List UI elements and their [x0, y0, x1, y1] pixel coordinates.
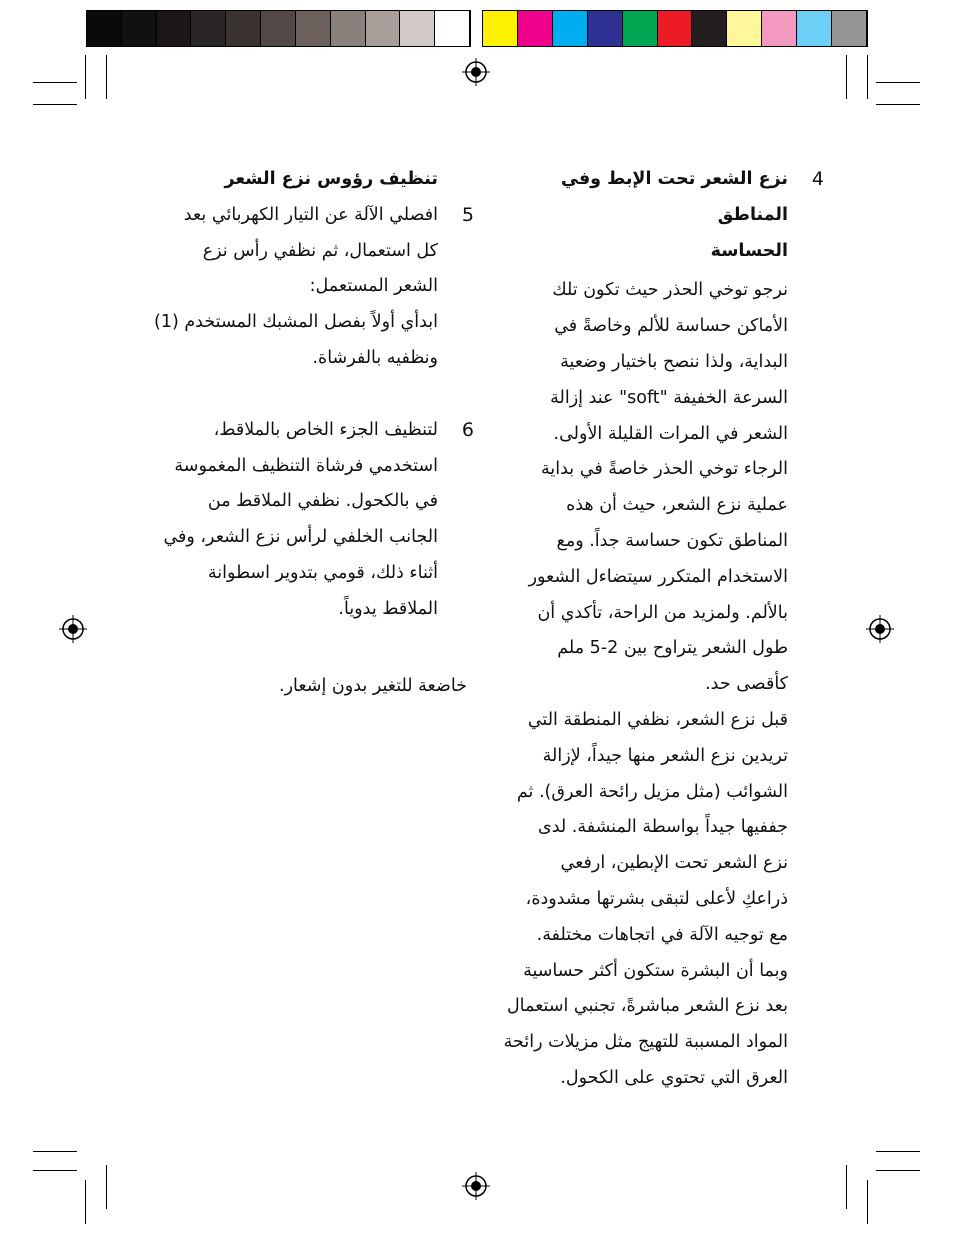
color-swatch — [435, 11, 470, 46]
list-item-6 — [138, 413, 474, 628]
registration-mark-icon — [462, 58, 490, 86]
crop-mark — [106, 1165, 107, 1209]
text-line: بعد نزع الشعر مباشرةً، تجنبي استعمال — [506, 996, 788, 1017]
crop-mark — [33, 1151, 77, 1152]
text-line: الشوائب (مثل مزيل رائحة العرق). ثم — [516, 781, 788, 802]
crop-mark — [867, 1180, 868, 1224]
crop-mark — [867, 55, 868, 99]
text-line: ذراعكِ لأعلى لتبقى بشرتها مشدودة، — [525, 888, 788, 909]
section-heading: نزع الشعر تحت الإبط وفي المناطق — [560, 169, 788, 225]
text-line: السرعة الخفيفة "soft" عند إزالة — [550, 387, 788, 408]
text-line: تريدين نزع الشعر منها جيداً، لإزالة — [542, 745, 788, 766]
crop-mark — [33, 82, 77, 83]
left-column — [138, 162, 474, 628]
crop-mark — [85, 1180, 86, 1224]
registration-mark-icon — [866, 615, 894, 643]
color-swatch — [623, 11, 658, 46]
footer-note: خاضعة للتغير بدون إشعار. — [279, 676, 467, 696]
crop-mark — [846, 1165, 847, 1209]
text-line: الملاقط يدوياً. — [338, 598, 438, 619]
right-column — [488, 162, 824, 1097]
color-swatch — [122, 11, 157, 46]
color-swatch — [87, 11, 122, 46]
crop-mark — [876, 1151, 920, 1152]
crop-mark — [876, 82, 920, 83]
text-line: ونظفيه بالفرشاة. — [312, 347, 438, 368]
text-line: العرق التي تحتوي على الكحول. — [560, 1067, 788, 1088]
text-line: في بالكحول. نظفي الملاقط من — [207, 491, 438, 512]
color-swatch — [157, 11, 192, 46]
section-heading: تنظيف رؤوس نزع الشعر — [224, 169, 438, 189]
color-swatch — [727, 11, 762, 46]
text-line: كل استعمال، ثم نظفي رأس نزع — [202, 240, 438, 261]
text-line: بالألم. ولمزيد من الراحة، تأكدي أن — [537, 602, 788, 623]
text-line: وبما أن البشرة ستكون أكثر حساسية — [523, 960, 788, 981]
crop-mark — [846, 55, 847, 99]
color-swatch — [692, 11, 727, 46]
text-line: المواد المسببة للتهيج مثل مزيلات رائحة — [503, 1032, 788, 1053]
text-line: افصلي الآلة عن التيار الكهربائي بعد — [183, 204, 438, 225]
text-line: كأقصى حد. — [705, 674, 788, 695]
registration-mark-icon — [59, 615, 87, 643]
color-swatch — [400, 11, 435, 46]
registration-mark-icon — [462, 1172, 490, 1200]
text-line: قبل نزع الشعر، نظفي المنطقة التي — [527, 709, 788, 730]
text-line: استخدمي فرشاة التنظيف المغموسة — [174, 455, 438, 476]
text-line: لتنظيف الجزء الخاص بالملاقط، — [213, 419, 438, 440]
section-heading: الحساسة — [710, 240, 788, 261]
text-line: المناطق تكون حساسة جداً. ومع — [556, 530, 788, 551]
color-swatch — [588, 11, 623, 46]
color-swatch — [296, 11, 331, 46]
color-swatch — [331, 11, 366, 46]
color-swatch — [797, 11, 832, 46]
color-swatch — [658, 11, 693, 46]
color-swatch — [366, 11, 401, 46]
list-item-5 — [138, 198, 474, 377]
crop-mark — [876, 104, 920, 105]
text-line: الشعر في المرات القليلة الأولى. — [553, 423, 788, 444]
color-swatch — [553, 11, 588, 46]
crop-mark — [85, 55, 86, 99]
color-swatch — [518, 11, 553, 46]
text-line: جففيها جيداً بواسطة المنشفة. لدى — [538, 817, 788, 838]
item-number: 6 — [461, 418, 474, 441]
color-swatch — [226, 11, 261, 46]
item-number: 5 — [461, 203, 474, 226]
crop-mark — [33, 1170, 77, 1171]
text-line: ابدأي أولاً بفصل المشبك المستخدم (1) — [153, 312, 438, 333]
text-line: نرجو توخي الحذر حيث تكون تلك — [552, 280, 788, 301]
color-swatch — [261, 11, 296, 46]
color-swatch — [762, 11, 797, 46]
text-line: الأماكن حساسة للألم وخاصةً في — [554, 316, 788, 337]
text-line: البداية، ولذا ننصح باختيار وضعية — [560, 351, 788, 372]
text-line: مع توجيه الآلة في اتجاهات مختلفة. — [536, 924, 788, 945]
text-line: عملية نزع الشعر، حيث أن هذه — [566, 495, 788, 516]
text-line: الجانب الخلفي لرأس نزع الشعر، وفي — [163, 527, 438, 548]
crop-mark — [106, 55, 107, 99]
section-4-body — [488, 273, 788, 1096]
item-number: 4 — [811, 168, 824, 190]
cmyk-color-bar — [482, 10, 868, 47]
section-4 — [488, 162, 824, 269]
crop-mark — [33, 104, 77, 105]
text-line: الرجاء توخي الحذر خاصةً في بداية — [541, 459, 788, 480]
text-line: طول الشعر يتراوح بين 2-5 ملم — [557, 638, 788, 659]
color-swatch — [191, 11, 226, 46]
text-line: الشعر المستعمل: — [309, 276, 438, 297]
text-line: الاستخدام المتكرر سيتضاءل الشعور — [528, 566, 788, 587]
crop-mark — [876, 1170, 920, 1171]
gray-color-bar — [86, 10, 471, 47]
text-line: نزع الشعر تحت الإبطين، ارفعي — [560, 853, 788, 874]
color-swatch — [483, 11, 518, 46]
color-swatch — [832, 11, 867, 46]
text-line: أثناء ذلك، قومي بتدوير اسطوانة — [207, 562, 438, 583]
